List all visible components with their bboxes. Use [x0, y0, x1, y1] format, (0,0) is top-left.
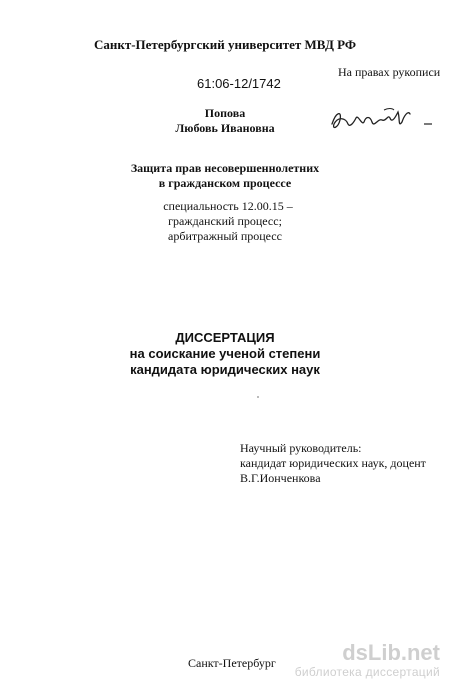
- advisor-name: В.Г.Ионченкова: [240, 471, 321, 485]
- specialty-block: [0, 199, 450, 244]
- author-surname: Попова: [204, 106, 246, 120]
- watermark: [295, 641, 440, 679]
- dissertation-field-line: кандидата юридических наук: [130, 362, 320, 377]
- advisor-degree: кандидат юридических наук, доцент: [240, 456, 426, 470]
- watermark-logo: dsLib.net: [342, 640, 440, 665]
- scan-speck: [257, 396, 259, 398]
- rights-note: На правах рукописи: [338, 65, 441, 79]
- dissertation-title: ДИССЕРТАЦИЯ: [175, 330, 275, 345]
- author-name: Любовь Ивановна: [175, 121, 275, 135]
- university-name: Санкт-Петербургский университет МВД РФ: [93, 37, 357, 52]
- topic-line-2: в гражданском процессе: [158, 176, 292, 190]
- dissertation-degree-line: на соискание ученой степени: [129, 346, 321, 361]
- dissertation-topic: [0, 161, 450, 191]
- city-year: Санкт-Петербург: [188, 656, 276, 670]
- topic-line-1: Защита прав несовершеннолетних: [130, 161, 320, 175]
- dissertation-title-block: [0, 330, 450, 378]
- advisor-block: [240, 441, 426, 486]
- specialty-line-2: гражданский процесс;: [168, 214, 282, 228]
- advisor-label: Научный руководитель:: [240, 441, 362, 455]
- watermark-subtitle: библиотека диссертаций: [294, 665, 440, 679]
- document-code: 61:06-12/1742: [197, 76, 281, 91]
- specialty-line-1: специальность 12.00.15 –: [163, 199, 293, 213]
- specialty-line-3: арбитражный процесс: [168, 229, 282, 243]
- signature-image: [328, 104, 436, 136]
